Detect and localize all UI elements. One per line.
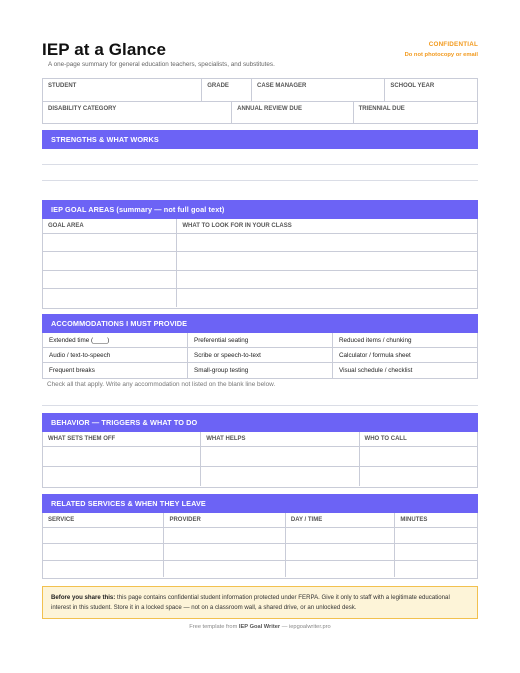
page-subtitle: A one-page summary for general education teachers, specialists, and substitutes. (48, 61, 275, 68)
confidential-notice (405, 41, 478, 58)
table-row (43, 252, 477, 271)
accommodation-option[interactable]: Visual schedule / checklist (339, 367, 413, 374)
page-footer (42, 624, 478, 630)
table-row (43, 289, 477, 307)
day-time-cell[interactable] (286, 544, 396, 560)
helps-cell[interactable] (201, 447, 359, 466)
accommodations-note: Check all that apply. Write any accommodation not listed on the blank line below. (47, 381, 276, 388)
disability-field[interactable]: DISABILITY CATEGORY (43, 102, 232, 123)
strengths-line-1[interactable] (42, 164, 478, 165)
privacy-callout (42, 586, 478, 619)
accommodation-option[interactable]: Small-group testing (188, 363, 333, 378)
who-to-call-cell[interactable] (360, 447, 477, 466)
goals-table (42, 219, 478, 309)
look-for-cell[interactable] (177, 252, 477, 270)
goal-area-cell[interactable] (43, 252, 177, 270)
accommodations-table (42, 333, 478, 379)
accommodations-header: ACCOMMODATIONS I MUST PROVIDE (42, 314, 478, 333)
provider-column-header: PROVIDER (164, 513, 285, 527)
goals-table-head (43, 219, 477, 234)
behavior-table-head (43, 432, 477, 447)
triggers-column-header: WHAT SETS THEM OFF (43, 432, 201, 446)
provider-cell[interactable] (164, 561, 285, 577)
look-for-column-header: WHAT TO LOOK FOR IN YOUR CLASS (182, 223, 292, 229)
case-manager-field[interactable]: CASE MANAGER (252, 79, 385, 101)
no-copy-label: Do not photocopy or email (404, 52, 478, 58)
accommodation-blank-line[interactable] (42, 405, 478, 406)
goal-area-cell[interactable] (43, 234, 177, 251)
day-time-cell[interactable] (286, 561, 396, 577)
provider-cell[interactable] (164, 544, 285, 560)
triennial-field[interactable]: TRIENNIAL DUE (358, 106, 405, 112)
goal-area-cell[interactable] (43, 271, 177, 288)
minutes-cell[interactable] (395, 544, 477, 560)
look-for-cell[interactable] (177, 234, 477, 251)
accommodation-option[interactable]: Scribe or speech-to-text (188, 348, 333, 362)
student-field[interactable]: STUDENT (43, 79, 202, 101)
annual-review-field[interactable]: ANNUAL REVIEW DUE (232, 102, 353, 123)
service-column-header: SERVICE (43, 513, 164, 527)
look-for-cell[interactable] (177, 271, 477, 288)
goal-area-cell[interactable] (43, 289, 177, 307)
services-table-head (43, 513, 477, 528)
strengths-line-2[interactable] (42, 180, 478, 181)
helps-cell[interactable] (201, 467, 359, 486)
trigger-cell[interactable] (43, 447, 201, 466)
page-title: IEP at a Glance (42, 40, 167, 59)
info-row-1 (43, 79, 477, 101)
iep-page (42, 40, 478, 630)
service-cell[interactable] (43, 544, 164, 560)
day-time-cell[interactable] (286, 528, 396, 543)
minutes-cell[interactable] (395, 561, 477, 577)
services-header: RELATED SERVICES & WHEN THEY LEAVE (42, 494, 478, 513)
who-to-call-cell[interactable] (360, 467, 477, 486)
table-row (43, 234, 477, 252)
goals-header: IEP GOAL AREAS (summary — not full goal text) (42, 200, 478, 219)
table-row (43, 447, 477, 467)
table-row (43, 544, 477, 561)
who-to-call-column-header: WHO TO CALL (364, 436, 407, 442)
service-cell[interactable] (43, 561, 164, 577)
minutes-column-header: MINUTES (400, 517, 428, 523)
table-row (43, 561, 477, 577)
page-header (42, 40, 478, 76)
info-row-2 (43, 101, 477, 123)
accommodation-option[interactable]: Audio / text-to-speech (43, 348, 188, 362)
confidential-label: CONFIDENTIAL (428, 41, 478, 48)
day-time-column-header: DAY / TIME (286, 513, 396, 527)
strengths-header: STRENGTHS & WHAT WORKS (42, 130, 478, 149)
look-for-cell[interactable] (177, 289, 477, 307)
table-row (43, 333, 477, 348)
table-row (43, 528, 477, 544)
provider-cell[interactable] (164, 528, 285, 543)
grade-field[interactable]: GRADE (202, 79, 252, 101)
helps-column-header: WHAT HELPS (201, 432, 359, 446)
student-info-table (42, 78, 478, 124)
goal-area-column-header: GOAL AREA (43, 219, 177, 233)
footer-brand: IEP Goal Writer (238, 624, 281, 630)
table-row (43, 271, 477, 289)
accommodation-option[interactable]: Preferential seating (188, 333, 333, 347)
school-year-field[interactable]: SCHOOL YEAR (390, 83, 435, 89)
accommodation-option[interactable]: Calculator / formula sheet (339, 352, 411, 359)
behavior-header: BEHAVIOR — TRIGGERS & WHAT TO DO (42, 413, 478, 432)
trigger-cell[interactable] (43, 467, 201, 486)
services-table (42, 513, 478, 579)
table-row (43, 363, 477, 378)
minutes-cell[interactable] (395, 528, 477, 543)
footer-prefix: Free template from (189, 624, 238, 630)
service-cell[interactable] (43, 528, 164, 543)
table-row (43, 467, 477, 486)
callout-lead: Before you share this: (51, 594, 116, 601)
accommodation-option[interactable]: Frequent breaks (43, 363, 188, 378)
callout-text: this page contains confidential student information protected under FERPA. Give it only to staff with a legitimate educational interest in this student. Store it in a locked space — not on a classroom wall, a shared drive, or an unlocked desk. (51, 594, 450, 611)
behavior-table (42, 432, 478, 488)
footer-suffix: — iepgoalwriter.pro (281, 624, 331, 630)
table-row (43, 348, 477, 363)
accommodation-option[interactable]: Reduced items / chunking (339, 337, 412, 344)
accommodation-option[interactable]: Extended time (____) (43, 333, 188, 347)
